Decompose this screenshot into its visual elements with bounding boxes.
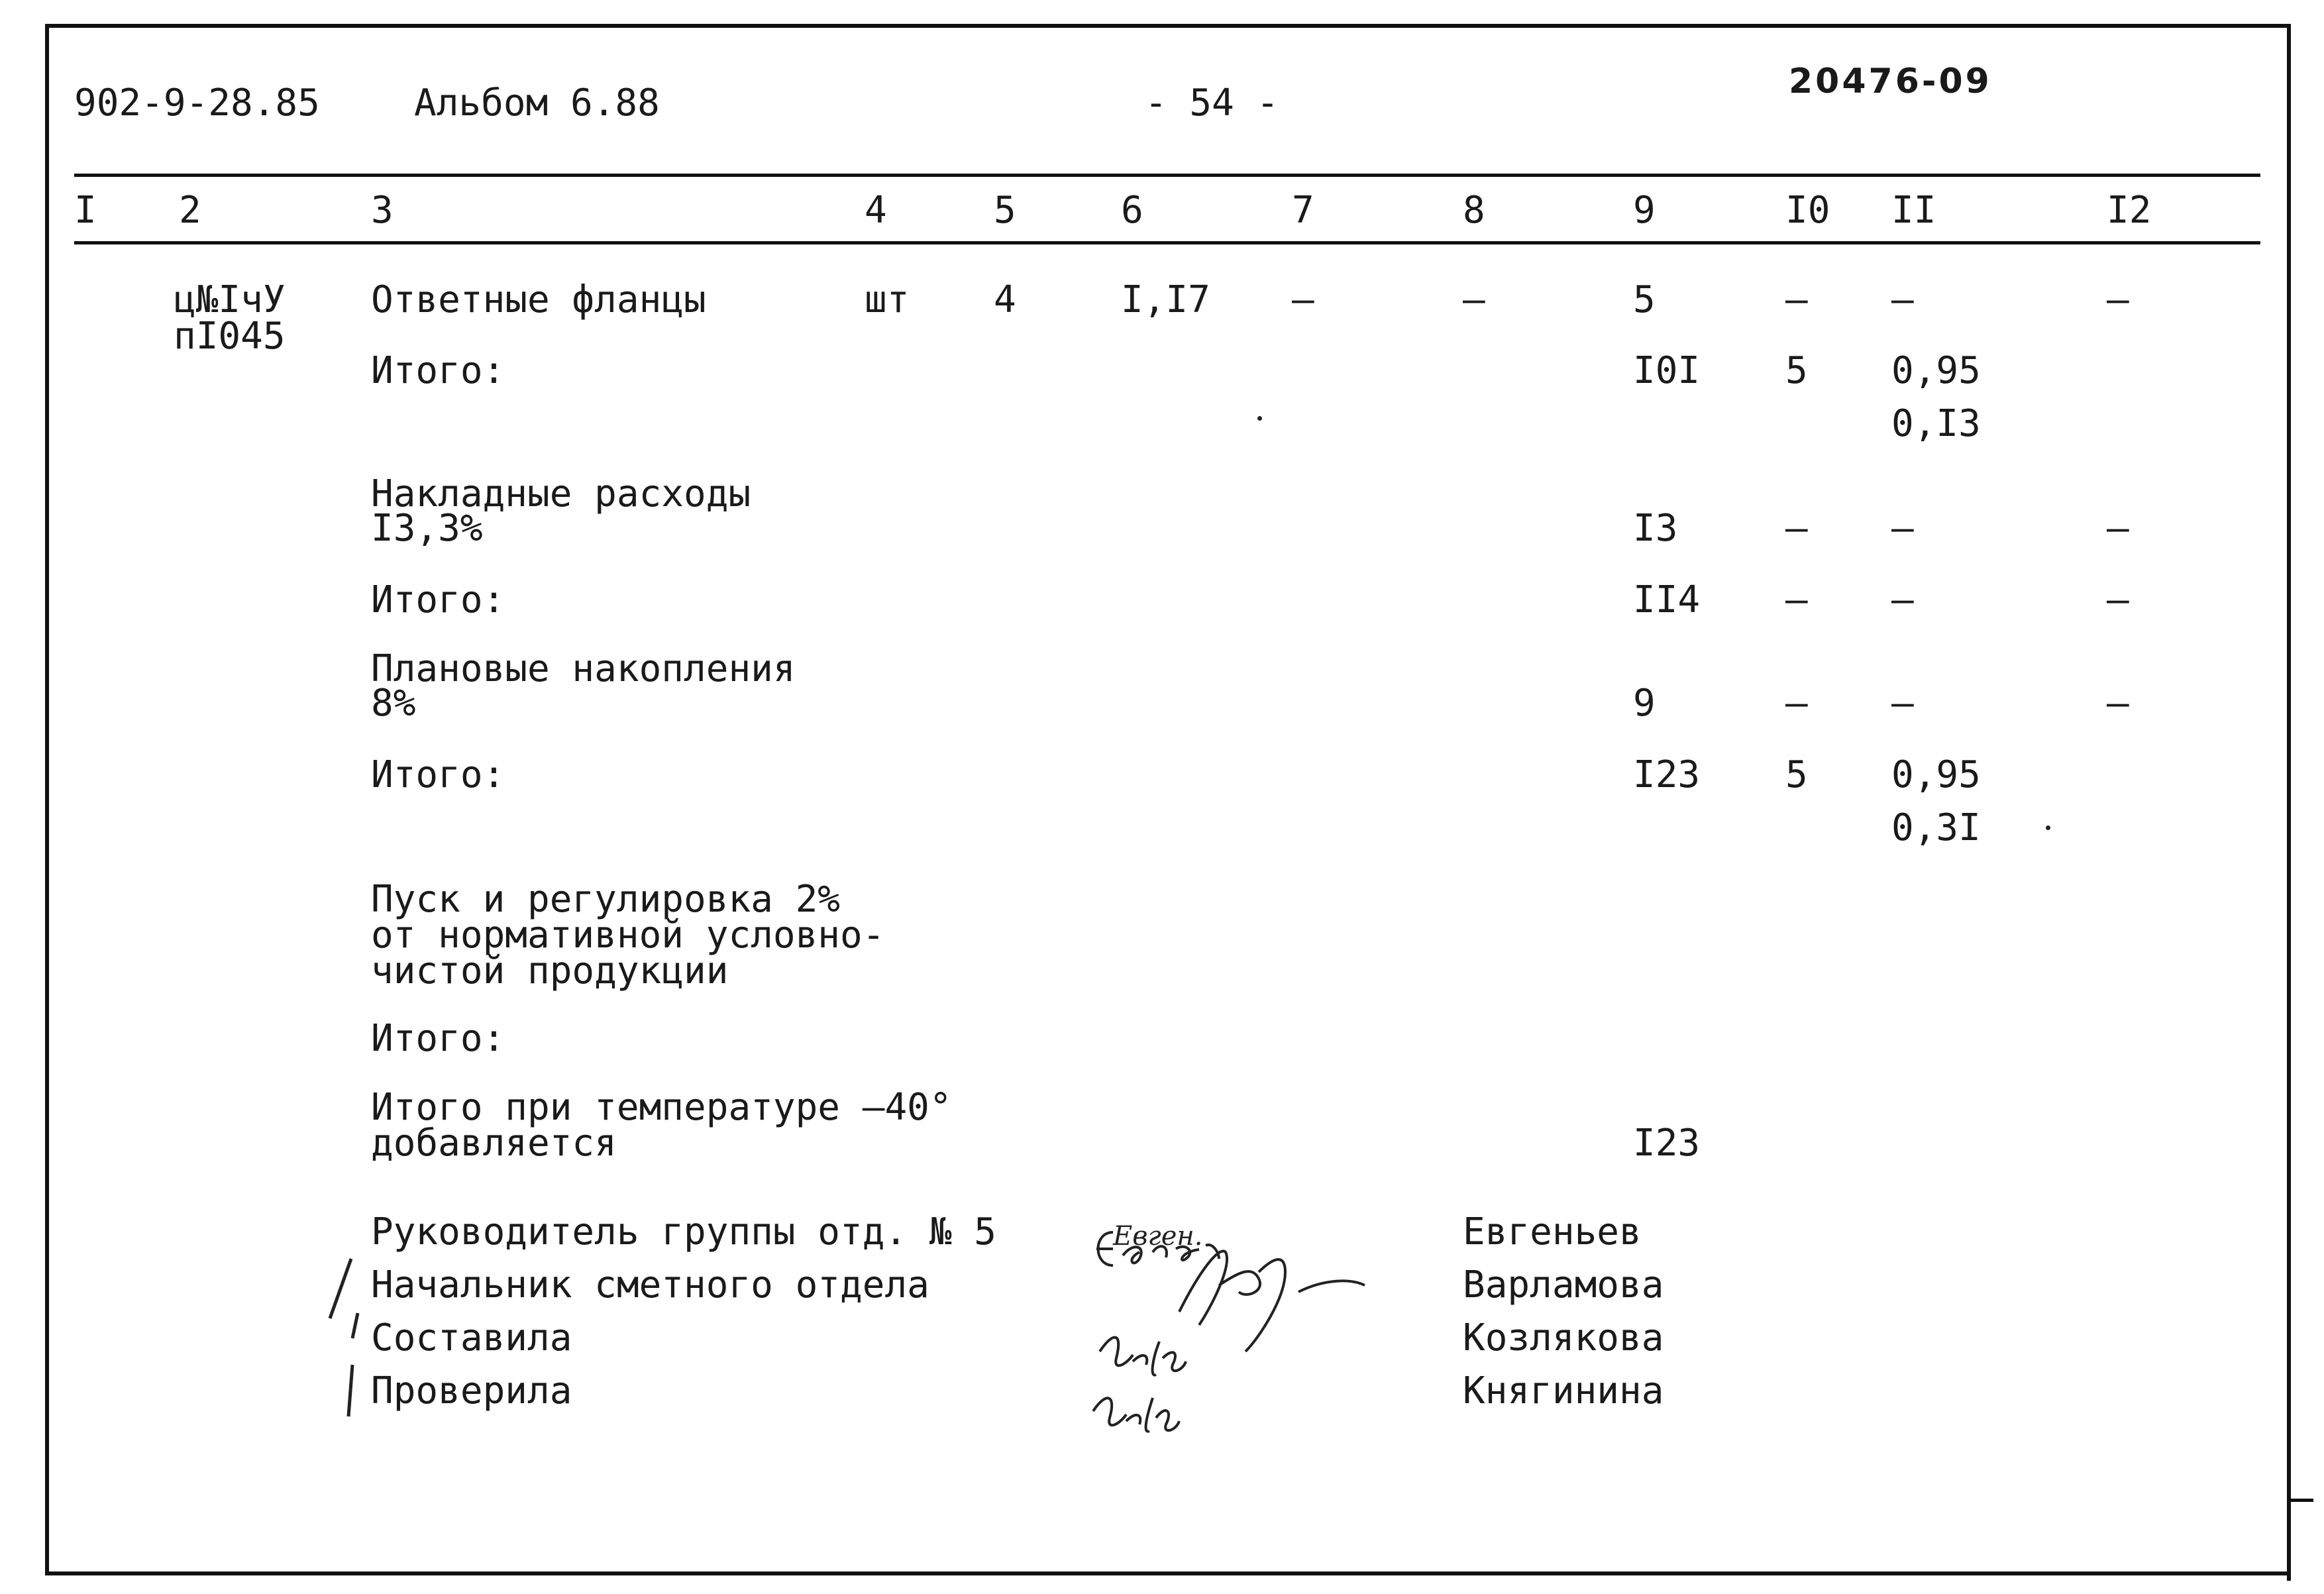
row6-col11a: 0,95 (1891, 753, 1981, 796)
row1-col12: – (2107, 278, 2129, 321)
row6-col9: I23 (1633, 753, 1701, 796)
page-number: - 54 - (1145, 81, 1279, 125)
col-header-3: 3 (371, 189, 394, 232)
row4-col9: II4 (1633, 578, 1701, 621)
col-header-7: 7 (1292, 189, 1314, 232)
stray-dot (2046, 825, 2050, 830)
inventory-number: 20476-09 (1789, 62, 1992, 101)
row5-name-line2: 8% (371, 682, 416, 725)
row4-col11: – (1891, 578, 1914, 621)
col-header-8: 8 (1463, 189, 1485, 232)
frame-bottom-border (45, 1571, 2291, 1575)
row1-col9: 5 (1633, 278, 1656, 321)
col-header-1: I (74, 189, 97, 232)
frame-tick-mark (2287, 1499, 2313, 1502)
row1-price: I,I7 (1121, 278, 1210, 321)
row2-name: Итого: (371, 349, 505, 392)
album-label: Альбом 6.88 (414, 81, 660, 125)
row4-col12: – (2107, 578, 2129, 621)
stray-dot (1257, 416, 1262, 421)
row5-col11: – (1891, 682, 1914, 725)
row9-name-line2: добавляется (371, 1122, 617, 1165)
row5-col9: 9 (1633, 682, 1656, 725)
row6-name: Итого: (371, 753, 505, 796)
frame-top-border (45, 24, 2291, 28)
col-header-9: 9 (1633, 189, 1656, 232)
row4-name: Итого: (371, 578, 505, 621)
row5-col12: – (2107, 682, 2129, 725)
signature-role-4: Проверила (371, 1369, 572, 1412)
row1-col8: – (1463, 278, 1485, 321)
row1-col11: – (1891, 278, 1914, 321)
frame-right-border (2287, 24, 2291, 1581)
row9-col9: I23 (1633, 1122, 1701, 1165)
signature-name-4: Княгинина (1463, 1369, 1664, 1412)
row7-name-line1: Пуск и регулировка 2% (371, 878, 841, 921)
col-header-2: 2 (179, 189, 201, 232)
col-header-10: I0 (1785, 189, 1830, 232)
row3-col11: – (1891, 507, 1914, 550)
row1-col10: – (1785, 278, 1808, 321)
doc-code: 902-9-28.85 (74, 81, 320, 125)
signature-name-1: Евгеньев (1463, 1210, 1642, 1253)
row7-name-line3: чистой продукции (371, 949, 729, 992)
header-rule-bottom (74, 241, 2260, 244)
row7-name-line2: от нормативной условно- (371, 914, 885, 957)
col-header-11: II (1891, 189, 1936, 232)
row3-col10: – (1785, 507, 1808, 550)
col-header-4: 4 (865, 189, 887, 232)
signature-role-3: Составила (371, 1316, 572, 1359)
header-rule-top (74, 174, 2260, 177)
col-header-12: I2 (2107, 189, 2152, 232)
row1-unit: шт (865, 278, 910, 321)
row2-col11b: 0,I3 (1891, 402, 1981, 445)
signature-role-1: Руководитель группы отд. № 5 (371, 1210, 997, 1253)
signature-name-3: Козлякова (1463, 1316, 1664, 1359)
row3-name-line2: I3,3% (371, 507, 483, 550)
row1-name: Ответные фланцы (371, 278, 706, 321)
row9-name-line1: Итого при температуре –40° (371, 1086, 952, 1129)
row2-col11a: 0,95 (1891, 349, 1981, 392)
margin-ticks (325, 1252, 378, 1471)
row8-name: Итого: (371, 1017, 505, 1060)
row3-name-line1: Накладные расходы (371, 472, 751, 515)
handwritten-initials: Евген. (1113, 1221, 1203, 1251)
signature-name-2: Варламова (1463, 1263, 1664, 1306)
row2-col9: I0I (1633, 349, 1701, 392)
row6-col10: 5 (1785, 753, 1808, 796)
row5-name-line1: Плановые накопления (371, 647, 796, 690)
row1-col7: – (1292, 278, 1314, 321)
row4-col10: – (1785, 578, 1808, 621)
row6-col11b: 0,3I (1891, 806, 1981, 849)
col-header-5: 5 (994, 189, 1016, 232)
row1-code-line2: пI045 (174, 315, 286, 358)
col-header-6: 6 (1121, 189, 1143, 232)
frame-left-border (45, 24, 49, 1574)
row5-col10: – (1785, 682, 1808, 725)
signature-role-2: Начальник сметного отдела (371, 1263, 929, 1306)
row2-col10: 5 (1785, 349, 1808, 392)
row3-col12: – (2107, 507, 2129, 550)
row1-code-line1: ц№IчУ (174, 278, 286, 321)
row3-col9: I3 (1633, 507, 1678, 550)
row1-qty: 4 (994, 278, 1016, 321)
